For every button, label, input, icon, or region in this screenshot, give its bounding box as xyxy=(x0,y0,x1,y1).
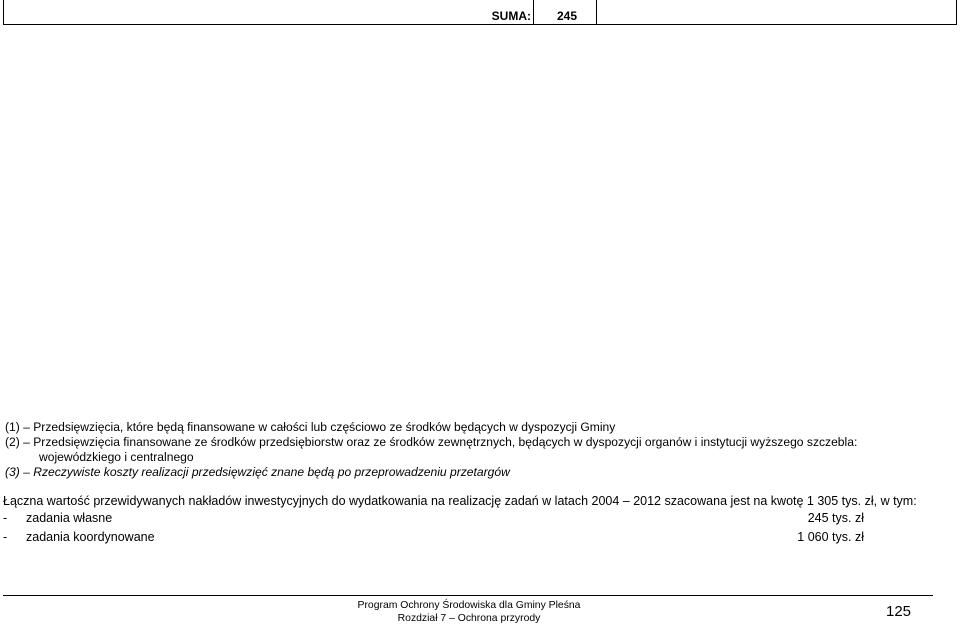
list-item-label: zadania własne xyxy=(26,511,113,525)
table-border-left xyxy=(3,0,4,25)
list-item-value: 245 tys. zł xyxy=(807,511,864,525)
list-item-label: zadania koordynowane xyxy=(26,530,155,544)
table-bottom-border xyxy=(3,24,957,25)
footnote-3: (3) – Rzeczywiste koszty realizacji przedsięwzięć znane będą po przeprowadzeniu przetargów xyxy=(5,465,510,479)
page-number: 125 xyxy=(886,603,912,620)
investment-summary xyxy=(3,494,958,547)
list-bullet: - xyxy=(3,511,8,525)
list-item xyxy=(3,530,958,547)
list-item-label-wrap xyxy=(3,530,155,545)
sum-value: 245 xyxy=(557,9,578,23)
table-column-divider xyxy=(533,0,534,25)
footer-document-title: Program Ochrony Środowiska dla Gminy Pleśna xyxy=(357,600,581,611)
footnotes xyxy=(5,420,955,480)
footnote-2: (2) – Przedsięwzięcia finansowane ze środków przedsiębiorstw oraz ze środków zewnętrznych, będących w dyspozycji organów i instytucji wyższego szczebla: xyxy=(5,435,858,449)
footer-chapter: Rozdział 7 – Ochrona przyrody xyxy=(397,613,541,624)
table-column-divider xyxy=(596,0,597,25)
summary-paragraph: Łączna wartość przewidywanych nakładów inwestycyjnych do wydatkowania na realizację zadań w latach 2004 – 2012 szacowana jest na kwotę 1 305 tys. zł, w tym: xyxy=(3,494,917,508)
summary-table-row xyxy=(0,0,960,25)
list-bullet: - xyxy=(3,530,8,544)
footnote-1: (1) – Przedsięwzięcia, które będą finansowane w całości lub częściowo ze środków będących w dyspozycji Gminy xyxy=(5,420,616,434)
list-item-label-wrap xyxy=(3,511,112,526)
list-item xyxy=(3,511,958,528)
list-item-value: 1 060 tys. zł xyxy=(797,530,864,544)
footnote-2-continuation: wojewódzkiego i centralnego xyxy=(39,450,194,464)
footer xyxy=(310,599,628,625)
sum-label: SUMA: xyxy=(491,9,531,23)
footer-divider xyxy=(3,595,933,596)
table-border-right xyxy=(956,0,957,25)
